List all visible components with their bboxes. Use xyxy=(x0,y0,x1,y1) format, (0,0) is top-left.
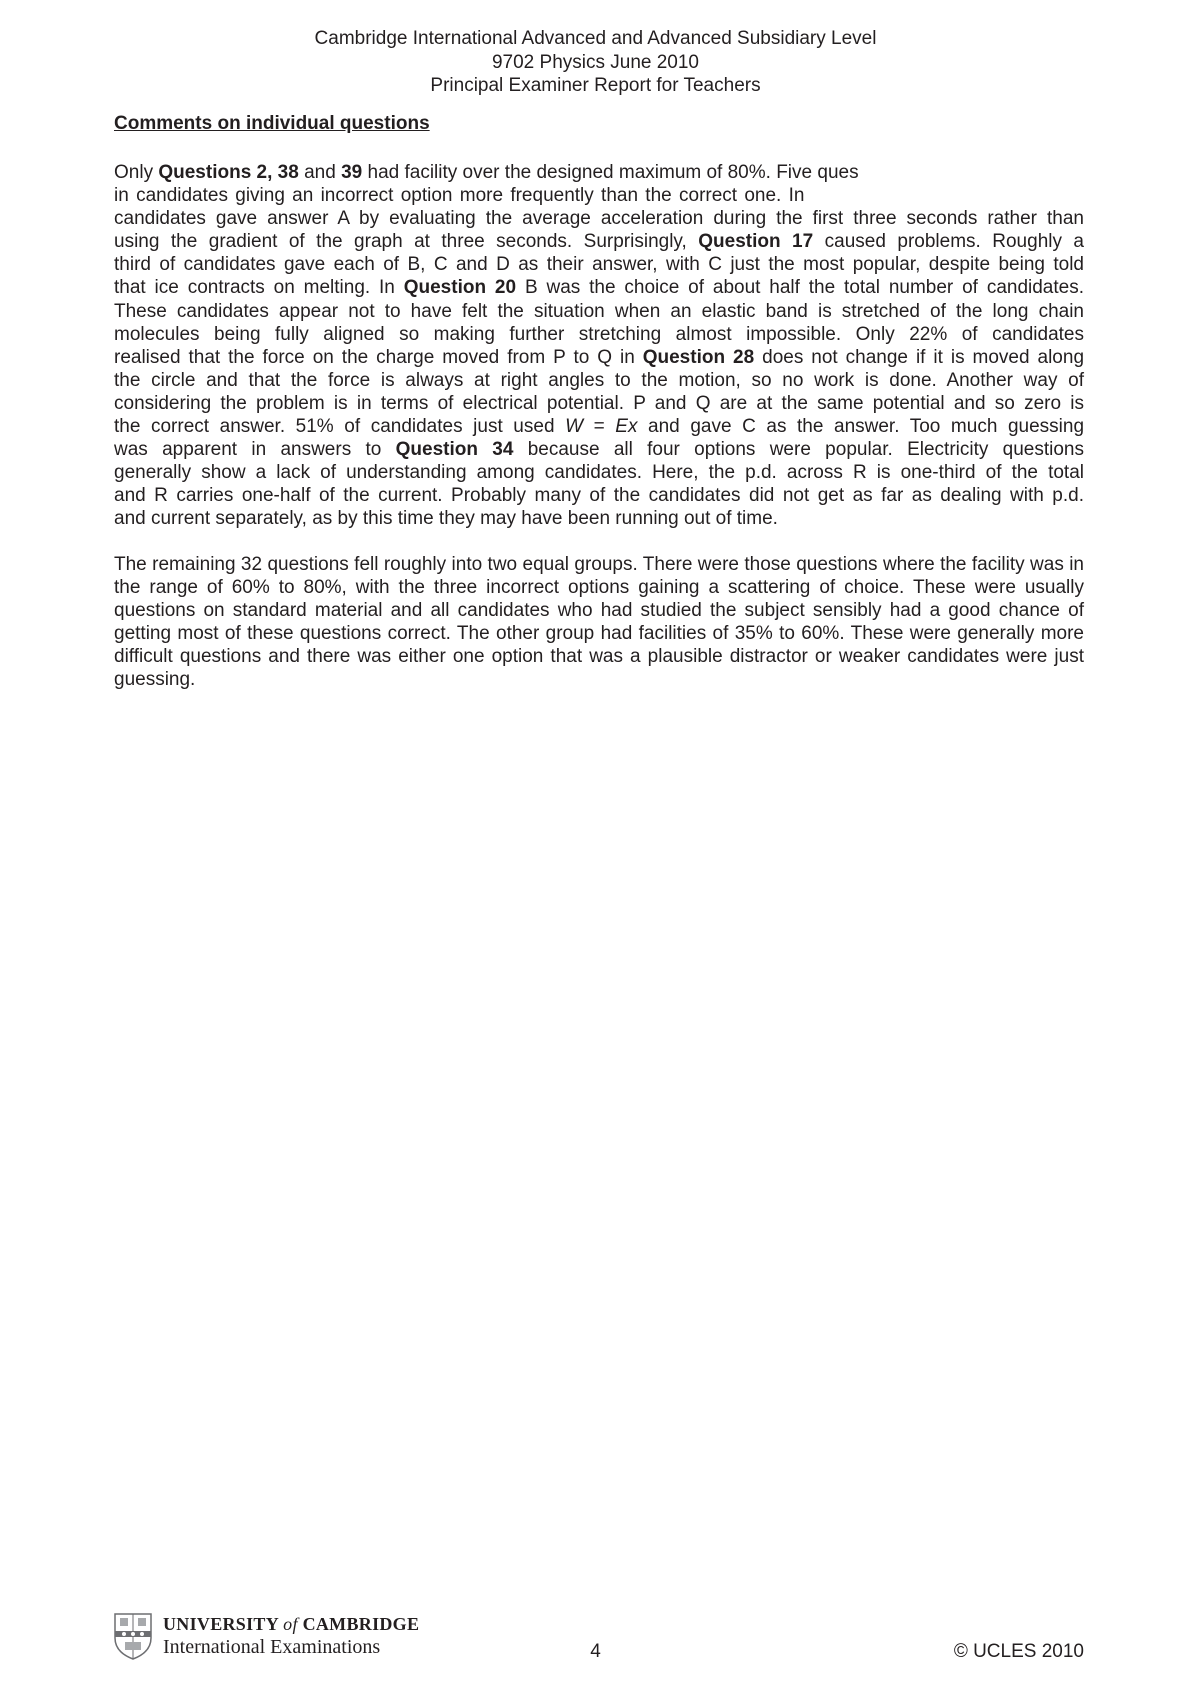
page-number: 4 xyxy=(590,1641,601,1662)
paragraph-line: molecules being fully aligned so making further stretching almost impossible. Only 22% of candidates xyxy=(114,323,1084,345)
copyright-notice: © UCLES 2010 xyxy=(953,1641,1084,1662)
paragraph-line: candidates gave answer A by evaluating the average acceleration during the first three seconds rather than xyxy=(114,208,1084,230)
section-title: Comments on individual questions xyxy=(114,113,430,134)
paragraph-line: in candidates giving an incorrect option more frequently than the correct one. In xyxy=(114,185,805,207)
logo-university-name: UNIVERSITY of CAMBRIDGE xyxy=(163,1614,420,1634)
header-line-report: Principal Examiner Report for Teachers xyxy=(430,75,761,96)
logo-subtitle: International Examinations xyxy=(163,1636,381,1658)
paragraph-line: These candidates appear not to have felt the situation when an elastic band is stretched of the long chain xyxy=(114,300,1084,322)
paragraph-line: considering the problem is in terms of electrical potential. P and Q are at the same potential and so zero is xyxy=(114,392,1084,414)
header-line-exam: Cambridge International Advanced and Advanced Subsidiary Level xyxy=(314,28,877,49)
paragraph-1 xyxy=(114,161,1084,531)
page-header xyxy=(0,27,1191,98)
paragraph-line: and current separately, as by this time they may have been running out of time. xyxy=(114,508,778,530)
paragraph-line: the correct answer. 51% of candidates just used W = Ex and gave C as the answer. Too much guessing xyxy=(114,416,1085,438)
paragraph-line: realised that the force on the charge moved from P to Q in Question 28 does not change if it is moved along xyxy=(114,346,1085,368)
header-line-subject: 9702 Physics June 2010 xyxy=(491,51,700,73)
paragraph-line: and R carries one-half of the current. Probably many of the candidates did not get as far as dealing with p.d. xyxy=(114,485,1084,507)
paragraph-2: The remaining 32 questions fell roughly into two equal groups. There were those questions where the facility was in the range of 60% to 80%, with the three incorrect options gaining a scattering of choice. These were usually questions on standard material and all candidates who had studied the subject sensibly had a good chance of getting most of these questions correct. The other group had facilities of 35% to 60%. These were generally more difficult questions and there was either one option that was a plausible distractor or weaker candidates were just guessing. xyxy=(114,554,1084,691)
paragraph-line: was apparent in answers to Question 34 because all four options were popular. Electricity questions xyxy=(114,439,1085,461)
paragraph-line: Only Questions 2, 38 and 39 had facility over the designed maximum of 80%. Five ques xyxy=(114,162,859,183)
paragraph-line: the circle and that the force is always at right angles to the motion, so no work is done. Another way of xyxy=(114,369,1084,391)
paragraph-line: that ice contracts on melting. In Question 20 B was the choice of about half the total number of candidates. xyxy=(114,277,1084,299)
paragraph-line: using the gradient of the graph at three seconds. Surprisingly, Question 17 caused problems. Roughly a xyxy=(114,231,1085,253)
paragraph-line: third of candidates gave each of B, C and D as their answer, with C just the most popular, despite being told xyxy=(114,254,1084,276)
paragraph-line: generally show a lack of understanding among candidates. Here, the p.d. across R is one-third of the total xyxy=(114,462,1084,484)
